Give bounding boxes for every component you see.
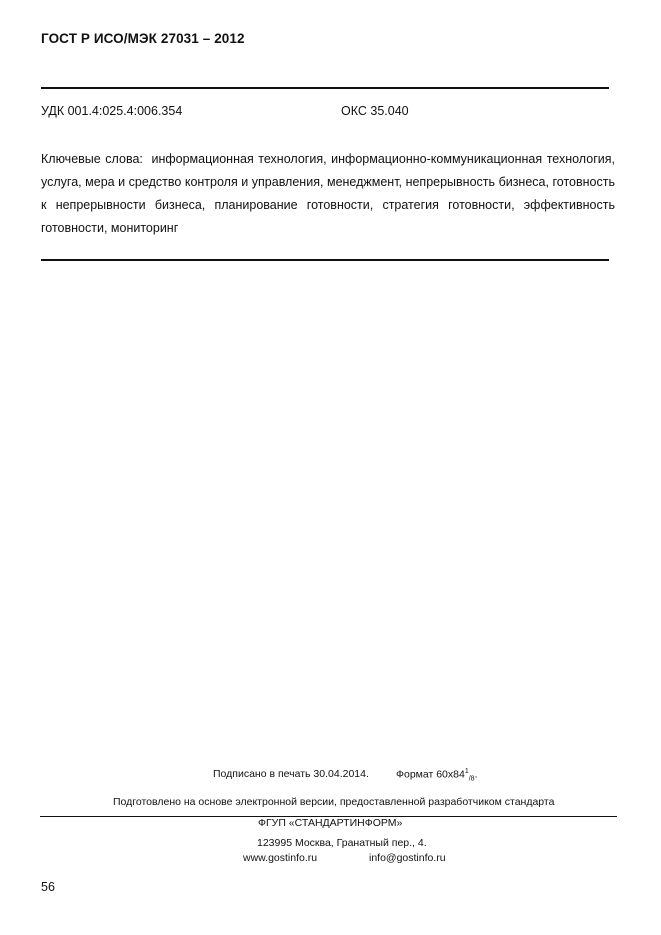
- keywords-divider: [41, 259, 609, 261]
- publisher-email: info@gostinfo.ru: [369, 852, 446, 864]
- document-header-title: ГОСТ Р ИСО/МЭК 27031 – 2012: [41, 31, 245, 46]
- keywords-text: информационная технология, информационно-коммуникационная технология, услуга, мера и средство контроля и управления, менеджмент, непрерывность бизнеса, готовность к непрерывности бизнеса, планирование готовности, стратегия готовности, эффективность готовности, мониторинг: [41, 152, 615, 235]
- keywords-label: Ключевые слова:: [41, 152, 143, 166]
- format-denominator: /8: [468, 775, 475, 783]
- keywords-paragraph: [41, 148, 615, 240]
- paper-format: [396, 768, 478, 783]
- publisher-name: ФГУП «СТАНДАРТИНФОРМ»: [258, 817, 403, 829]
- prepared-note: Подготовлено на основе электронной версии, предоставленной разработчиком стандарта: [113, 796, 555, 808]
- format-label: Формат 60x84: [396, 768, 465, 781]
- signed-for-print: Подписано в печать 30.04.2014.: [213, 768, 369, 780]
- page-number: 56: [41, 880, 55, 894]
- format-numerator: 1: [464, 768, 469, 775]
- top-divider: [41, 87, 609, 89]
- format-end: .: [474, 768, 478, 781]
- oks-code: ОКС 35.040: [341, 104, 409, 118]
- publisher-address: 123995 Москва, Гранатный пер., 4.: [257, 837, 427, 849]
- udk-code: УДК 001.4:025.4:006.354: [41, 104, 183, 118]
- publisher-website: www.gostinfo.ru: [243, 852, 318, 864]
